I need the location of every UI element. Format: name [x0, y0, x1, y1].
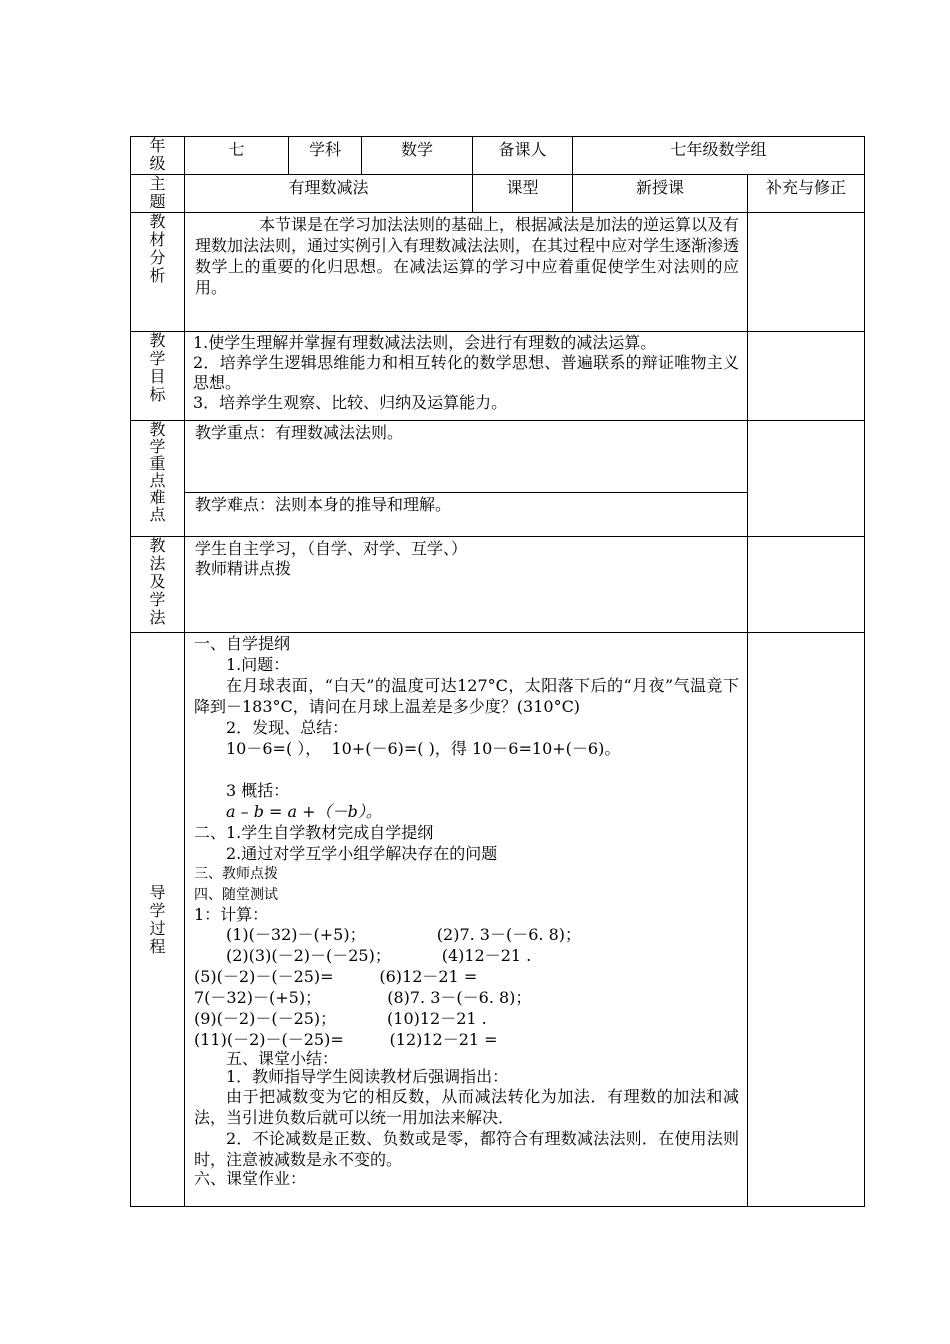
exercise-line: (1)(－32)－(+5)； (2)7. 3－(－6. 8)；: [226, 925, 581, 944]
section-title: 五、课堂小结：: [226, 1049, 339, 1068]
question-text: 在月球表面，“白天”的温度可达127°C，太阳落下后的“月夜”气温竟下降到－183°C，请问在月球上温差是多少度？(310°C): [194, 676, 739, 716]
discover-label: 2．发现、总结：: [226, 718, 349, 737]
process-row: [131, 633, 865, 1207]
methods-label: 教 法 及 学 法: [131, 537, 185, 633]
analysis-text: 本节课是在学习加法法则的基础上，根据减法是加法的逆运算以及有理数加法法则，通过实例引入有理数减法法则，在其过程中应对学生逐渐渗透数学上的重要的化归思想。在减法运算的学习中应着重促使学生对法则的应用。: [195, 215, 740, 297]
summary-point: 2．不论减数是正数、负数或是零，都符合有理数减法法则．在使用法则时，注意被减数是永不变的。: [194, 1129, 739, 1169]
revise-label: 补充与修正: [748, 175, 865, 213]
difficulty-text: 教学难点：法则本身的推导和理解。: [195, 495, 452, 514]
summary-point: 由于把减数变为它的相反数，从而减法转化为加法．有理数的加法和减法，当引进负数后就可以统一用加法来解决．: [194, 1087, 739, 1127]
discover-text: 10－6=( ）， 10+(－6)=( )，得 10－6=10+(－6)。: [226, 739, 621, 758]
method-line: 教师精讲点拨: [195, 559, 292, 578]
topic-row: [131, 175, 865, 213]
header-row: [131, 137, 865, 175]
lesson-type-label: 课型: [473, 175, 573, 213]
section-title: 三、教师点拨: [194, 866, 278, 882]
exercise-line: 7(－32)－(+5)； (8)7. 3－(－6. 8)；: [194, 988, 532, 1007]
analysis-row: [131, 213, 865, 332]
section-text: 2.通过对学互学小组学解决存在的问题: [226, 844, 498, 863]
key-points-revise-cell: [748, 421, 865, 537]
goal-item: 2．培养学生逻辑思维能力和相互转化的数学思想、普遍联系的辩证唯物主义思想。: [193, 353, 739, 392]
exercise-line: (5)(－2)－(－25)= (6)12－21 =: [194, 967, 478, 986]
goal-item: 1.使学生理解并掌握有理数减法法则，会进行有理数的减法运算。: [193, 333, 657, 352]
key-points-label: 教 学 重 点 难 点: [131, 421, 185, 537]
key-points-cell: [185, 421, 748, 537]
topic-value: 有理数减法: [185, 175, 473, 213]
goals-cell: [185, 332, 748, 421]
key-point-text: 教学重点：有理数减法法则。: [185, 421, 747, 493]
exercise-line: (2)(3)(－2)－(－25)； (4)12－21 .: [226, 946, 532, 965]
exercise-line: (9)(－2)－(－25)； (10)12－21 .: [194, 1009, 487, 1028]
subject-value: 数学: [362, 137, 473, 175]
key-points-row: [131, 421, 865, 537]
grade-label: 年 级: [131, 137, 185, 175]
calc-label: 1：计算：: [194, 905, 269, 924]
exercise-line: (11)(－2)－(－25)= (12)12－21 =: [194, 1030, 498, 1049]
goals-label: 教 学 目 标: [131, 332, 185, 421]
grade-value: 七: [185, 137, 289, 175]
goal-item: 3．培养学生观察、比较、归纳及运算能力。: [193, 393, 508, 412]
process-cell: [185, 633, 748, 1207]
section-title: 一、自学提纲: [194, 634, 291, 653]
section-title: 六、课堂作业：: [194, 1169, 307, 1188]
methods-revise-cell: [748, 537, 865, 633]
goals-row: [131, 332, 865, 421]
process-label: 导 学 过 程: [131, 633, 185, 1207]
summary-label: 3 概括：: [226, 781, 290, 800]
question-label: 1.问题：: [226, 655, 290, 674]
methods-row: [131, 537, 865, 633]
topic-label: 主 题: [131, 175, 185, 213]
preparer-value: 七年级数学组: [573, 137, 865, 175]
lesson-type-value: 新授课: [573, 175, 748, 213]
lesson-plan-table: [130, 136, 865, 1207]
process-revise-cell: [748, 633, 865, 1207]
section-title: 二、1.学生自学教材完成自学提纲: [194, 823, 434, 842]
analysis-revise-cell: [748, 213, 865, 332]
summary-point: 1．教师指导学生阅读教材后强调指出：: [226, 1067, 509, 1086]
goals-revise-cell: [748, 332, 865, 421]
section-title: 四、随堂测试: [194, 887, 278, 903]
summary-formula: a – b = a +（－b）。: [226, 802, 382, 821]
method-line: 学生自主学习，（自学、对学、互学、）: [195, 539, 468, 558]
preparer-label: 备课人: [473, 137, 573, 175]
subject-label: 学科: [289, 137, 362, 175]
methods-cell: [185, 537, 748, 633]
analysis-cell: [185, 213, 748, 332]
analysis-label: 教 材 分 析: [131, 213, 185, 332]
